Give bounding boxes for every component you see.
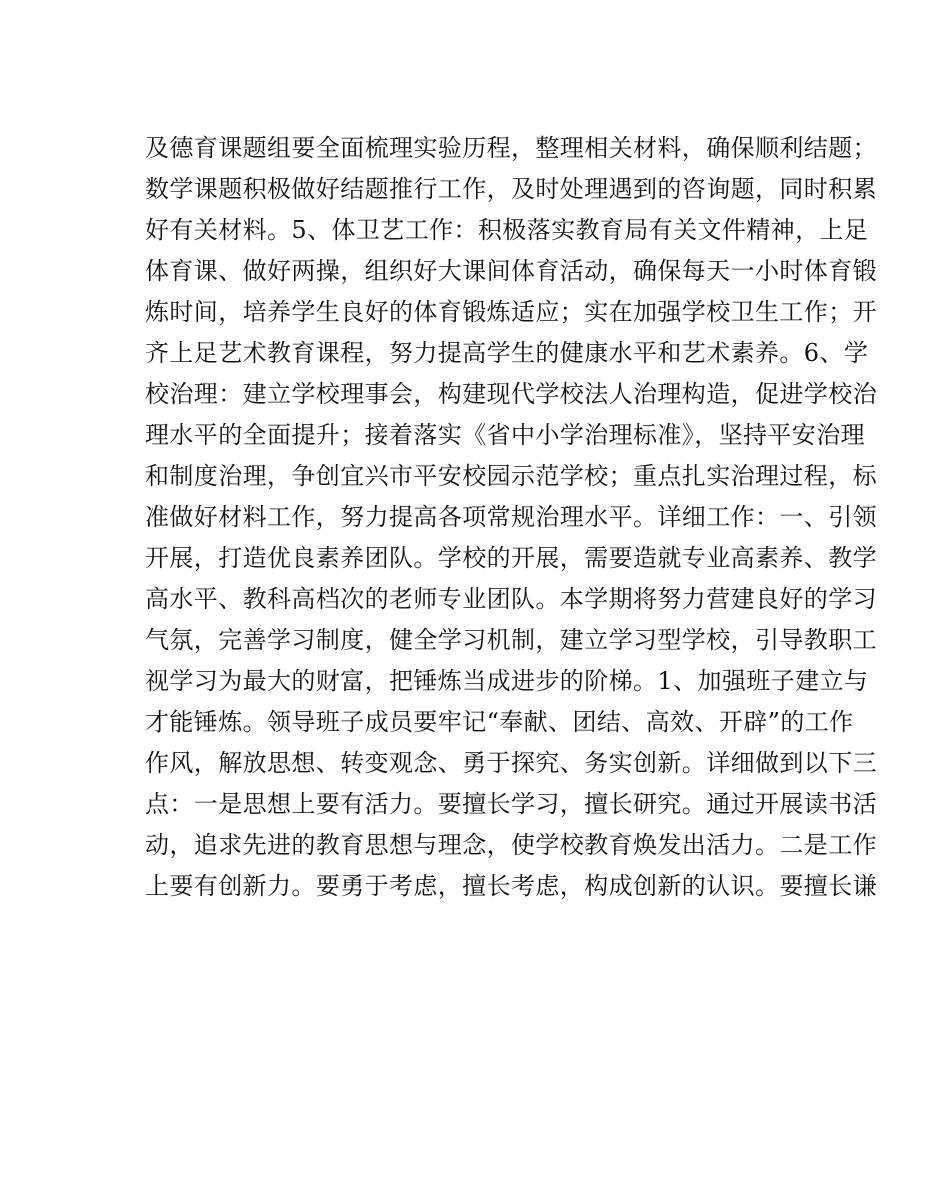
text-line-16: 作风，解放思想、转变观念、勇于探究、务实创新。详细做到以下三 — [145, 749, 877, 777]
text-line-4: 体育课、做好两操，组织好大课间体育活动，确保每天一小时体育锻 — [145, 257, 877, 285]
text-line-17: 点：一是思想上要有活力。要擅长学习，擅长研究。通过开展读书活 — [145, 790, 877, 818]
body-text — [145, 128, 877, 907]
text-line-18: 动，追求先进的教育思想与理念，使学校教育焕发出活力。二是工作 — [145, 831, 877, 859]
text-line-2: 数学课题积极做好结题推行工作，及时处理遇到的咨询题，同时积累 — [145, 175, 877, 203]
text-line-12: 高水平、教科高档次的老师专业团队。本学期将努力营建良好的学习 — [145, 585, 877, 613]
text-line-11: 开展，打造优良素养团队。学校的开展，需要造就专业高素养、教学 — [145, 544, 877, 572]
text-line-3: 好有关材料。5、体卫艺工作：积极落实教育局有关文件精神，上足 — [145, 216, 869, 244]
text-line-15: 才能锤炼。领导班子成员要牢记“奉献、团结、高效、开辟”的工作 — [145, 708, 854, 736]
text-line-7: 校治理：建立学校理事会，构建现代学校法人治理构造，促进学校治 — [145, 380, 877, 408]
text-line-19: 上要有创新力。要勇于考虑，擅长考虑，构成创新的认识。要擅长谦 — [145, 872, 877, 900]
text-line-9: 和制度治理，争创宜兴市平安校园示范学校；重点扎实治理过程，标 — [145, 462, 877, 490]
text-line-6: 齐上足艺术教育课程，努力提高学生的健康水平和艺术素养。6、学 — [145, 339, 869, 367]
text-line-14: 视学习为最大的财富，把锤炼当成进步的阶梯。1、加强班子建立与 — [145, 667, 869, 695]
text-line-5: 炼时间，培养学生良好的体育锻炼适应；实在加强学校卫生工作；开 — [145, 298, 877, 326]
text-line-13: 气氛，完善学习制度，健全学习机制，建立学习型学校，引导教职工 — [145, 626, 877, 654]
text-line-1: 及德育课题组要全面梳理实验历程，整理相关材料，确保顺利结题； — [145, 134, 877, 162]
text-line-8: 理水平的全面提升；接着落实《省中小学治理标准》，坚持平安治理 — [145, 421, 865, 449]
text-line-10: 准做好材料工作，努力提高各项常规治理水平。详细工作：一、引领 — [145, 503, 877, 531]
